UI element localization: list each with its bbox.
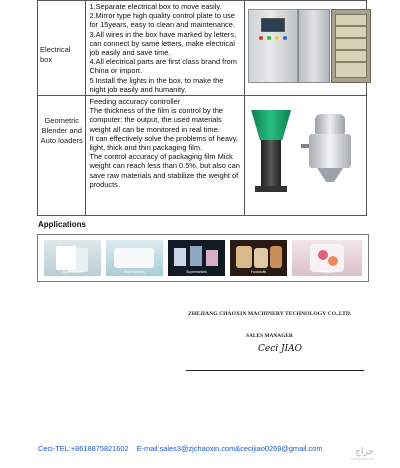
job-title: SALES MANAGER (246, 333, 293, 339)
spec-table (37, 0, 367, 216)
signature: Ceci JIAO (258, 344, 303, 354)
row-label: Geometric Blender and Auto loaders (38, 96, 86, 216)
indicator-light (275, 36, 279, 40)
watermark-text: حراج (355, 446, 374, 456)
wire (336, 25, 366, 27)
indicator-light (283, 36, 287, 40)
application-caption: Supermarkets (124, 270, 145, 274)
bag-image (114, 248, 154, 268)
application-caption: Supermarkets (186, 270, 207, 274)
description-line: 2.Mirror type high quality control plate to use for 15years, easy to clean and maintenance. (89, 11, 235, 30)
wiring-panel-image (331, 9, 371, 83)
email-text: E-mail:sales3@zjchaoxin.com&cecijiao0269@gmail.com (136, 444, 323, 453)
application-thumbnail (44, 240, 101, 276)
control-screen (261, 18, 285, 32)
wiring-panel (335, 14, 367, 78)
bag-image (174, 248, 186, 266)
phone-text: Ceci-TEL:+8618875821602 (38, 444, 129, 453)
wire (336, 61, 366, 63)
electrical-box-photo (245, 1, 367, 96)
signature-line (186, 370, 364, 371)
wire (336, 37, 366, 39)
description-line: The control accuracy of packaging film Mick weight can reach less than 0.5%, but also can save raw materials and stabilize the weight of products. (89, 152, 240, 189)
fruit-image (318, 250, 328, 260)
application-caption: Supermarkets (62, 270, 83, 274)
description-line: 4.All electrical parts are first class brand from China or import. (89, 57, 237, 76)
bag-image (56, 246, 76, 270)
applications-strip (37, 234, 369, 282)
blender-stand-image (261, 140, 281, 186)
description-line: 3.All wires in the box have marked by letters, can connect by same letters, make electrical job easily and save time. (89, 29, 237, 58)
indicator-light (267, 36, 271, 40)
description-line: The thickness of the film is control by the computer: the output, the used materials weight all can be monitored in real time. (89, 106, 223, 134)
wire (336, 49, 366, 51)
row-label: Electrical box (38, 1, 86, 96)
loader-outlet (317, 168, 343, 182)
application-caption: Foodstuffs (250, 270, 267, 274)
table-row (38, 1, 367, 96)
bag-image (206, 250, 218, 266)
application-thumbnail (168, 240, 225, 276)
side-cabinet-image (298, 9, 330, 83)
indicator-light (259, 36, 263, 40)
blender-hopper-image (251, 110, 291, 140)
watermark-logo (316, 446, 374, 464)
applications-title: Applications (38, 220, 87, 229)
loader-motor (315, 114, 345, 134)
watermark-subtext: haraj.com.sa (351, 456, 374, 461)
application-caption: Foodstuffs (319, 270, 335, 274)
row-description (86, 96, 245, 216)
company-name: ZHEJIANG CHAOXIN MACHINERY TECHNOLOGY CO.,LTD. (188, 311, 352, 317)
auto-loader-image (301, 114, 359, 182)
food-pack-image (270, 246, 282, 268)
description-line: 5.Install the lights in the box, to make the night job easily and humanity. (89, 75, 224, 94)
loader-body (309, 134, 351, 168)
application-thumbnail (106, 240, 163, 276)
food-pack-image (236, 246, 252, 268)
row-description (86, 1, 245, 96)
table-row (38, 96, 367, 216)
description-line: It can effectively solve the problems of heavy, light, thick and thin packaging film. (89, 133, 238, 153)
bag-image (190, 246, 202, 266)
food-pack-image (254, 248, 268, 268)
application-thumbnail (292, 240, 362, 276)
blender-loader-photo (245, 96, 367, 216)
blender-base-image (255, 186, 287, 192)
application-thumbnail (230, 240, 287, 276)
contact-footer (38, 444, 323, 453)
description-line: Feeding accuracy controller (89, 97, 181, 107)
description-line: 1.Separate electrical box to move easily. (89, 2, 222, 11)
control-cabinet-image (248, 9, 298, 83)
